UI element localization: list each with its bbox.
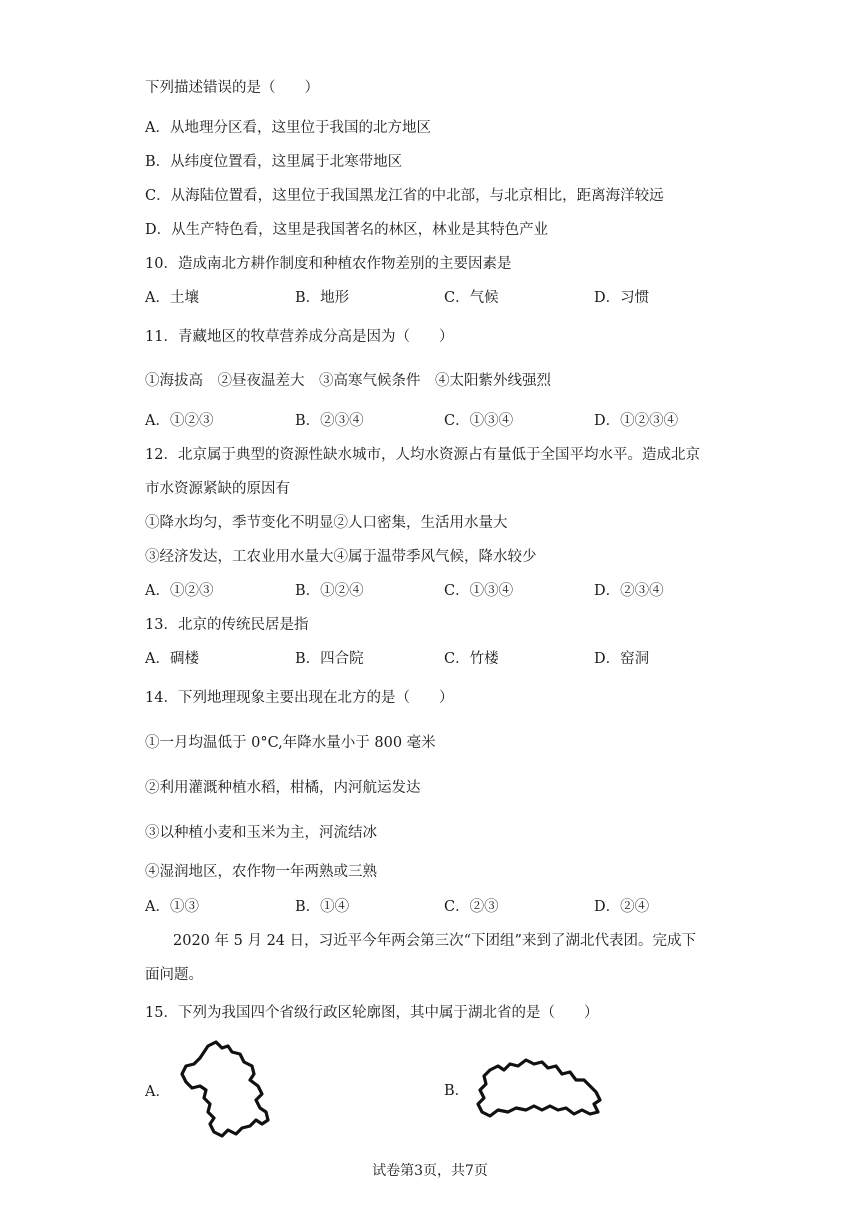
q9-option-b: B．从纬度位置看，这里属于北寒带地区 (145, 154, 403, 170)
q12-option-d: D．②③④ (594, 583, 664, 599)
q10-option-b: B．地形 (295, 290, 350, 306)
q14-option-a: A．①③ (145, 899, 199, 915)
q14-item1: ①一月均温低于 0°C,年降水量小于 800 毫米 (145, 735, 436, 751)
q11-option-d: D．①②③④ (594, 413, 679, 429)
q15-label-b: B． (444, 1083, 470, 1099)
q12-stem-line1: 12．北京属于典型的资源性缺水城市，人均水资源占有量低于全国平均水平。造成北京 (145, 447, 700, 463)
passage-line2: 面问题。 (145, 967, 203, 983)
q12-item1: ①降水均匀，季节变化不明显②人口密集，生活用水量大 (145, 515, 508, 531)
q10-option-a: A．土壤 (145, 290, 199, 306)
page-footer: 试卷第3页，共7页 (372, 1163, 488, 1179)
q14-item2: ②利用灌溉种植水稻，柑橘，内河航运发达 (145, 780, 421, 796)
q13-option-c: C．竹楼 (444, 651, 499, 667)
q9-option-a: A．从地理分区看，这里位于我国的北方地区 (145, 120, 431, 136)
q14-stem: 14．下列地理现象主要出现在北方的是（ ） (145, 690, 454, 706)
passage-line1: 2020 年 5 月 24 日，习近平今年两会第三次“下团组”来到了湖北代表团。完成下 (173, 933, 696, 949)
q14-option-d: D．②④ (594, 899, 650, 915)
q11-stem: 11．青藏地区的牧草营养成分高是因为（ ） (145, 329, 454, 345)
q13-option-d: D．窑洞 (594, 651, 650, 667)
q12-stem-line2: 市水资源紧缺的原因有 (145, 481, 290, 497)
q10-option-c: C．气候 (444, 290, 499, 306)
q9-option-c: C．从海陆位置看，这里位于我国黑龙江省的中北部，与北京相比，距离海洋较远 (145, 188, 664, 204)
q12-option-b: B．①②④ (295, 583, 364, 599)
q14-option-b: B．①④ (295, 899, 350, 915)
q10-option-d: D．习惯 (594, 290, 650, 306)
q9-option-d: D．从生产特色看，这里是我国著名的林区，林业是其特色产业 (145, 222, 549, 238)
q13-option-a: A．碉楼 (145, 651, 199, 667)
q12-option-a: A．①②③ (145, 583, 214, 599)
q13-option-b: B．四合院 (295, 651, 364, 667)
q11-option-a: A．①②③ (145, 413, 214, 429)
province-outline-b (470, 1056, 606, 1126)
q11-option-b: B．②③④ (295, 413, 364, 429)
q14-item4: ④湿润地区，农作物一年两熟或三熟 (145, 864, 377, 880)
q12-item2: ③经济发达，工农业用水量大④属于温带季风气候，降水较少 (145, 549, 537, 565)
q14-item3: ③以种植小麦和玉米为主，河流结冰 (145, 825, 377, 841)
q11-option-c: C．①③④ (444, 413, 514, 429)
q9-stem: 下列描述错误的是（ ） (145, 80, 319, 96)
q13-stem: 13．北京的传统民居是指 (145, 617, 309, 633)
q15-label-a: A． (145, 1084, 170, 1100)
q12-option-c: C．①③④ (444, 583, 514, 599)
q11-items: ①海拔高 ②昼夜温差大 ③高寒气候条件 ④太阳紫外线强烈 (145, 373, 551, 389)
q10-stem: 10．造成南北方耕作制度和种植农作物差别的主要因素是 (145, 256, 512, 272)
q15-stem: 15．下列为我国四个省级行政区轮廓图，其中属于湖北省的是（ ） (145, 1005, 599, 1021)
q14-option-c: C．②③ (444, 899, 499, 915)
province-outline-a (170, 1038, 280, 1140)
